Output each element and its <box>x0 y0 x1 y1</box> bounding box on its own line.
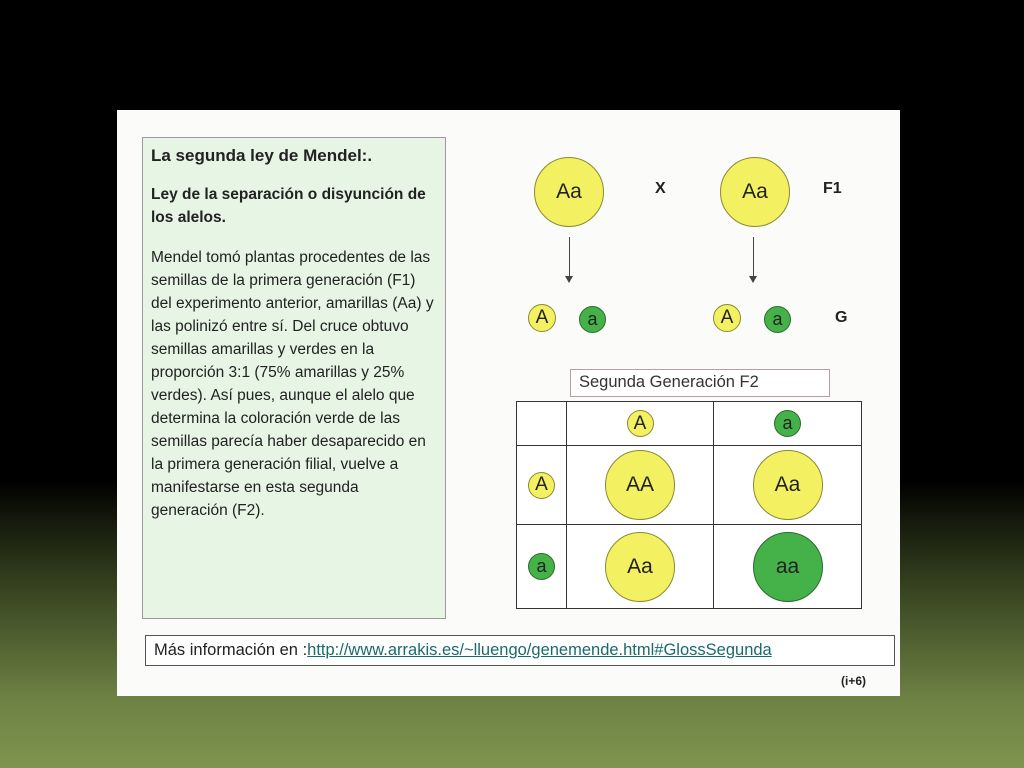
row-header-cell <box>517 525 567 609</box>
genotype-cell <box>714 446 862 525</box>
row-header-allele: a <box>536 556 547 576</box>
gamete-circle <box>713 304 741 332</box>
parent1-circle <box>534 157 604 227</box>
col-header-cell <box>567 402 714 446</box>
more-info-prefix: Más información en : <box>154 641 308 659</box>
explanation-panel <box>142 137 446 619</box>
genotype-text: Aa <box>774 473 801 496</box>
more-info-link[interactable]: http://www.arrakis.es/~lluengo/genemende.html#GlossSegunda <box>307 641 772 659</box>
gamete-circle <box>764 306 791 333</box>
slide-reference: (i+6) <box>841 674 867 688</box>
allele-circle <box>774 410 801 437</box>
genotype-cell <box>567 525 714 609</box>
panel-title: La segunda ley de Mendel:. <box>151 146 373 165</box>
parent2-genotype: Aa <box>742 180 768 203</box>
allele-circle <box>528 472 555 499</box>
parent1-genotype: Aa <box>556 180 582 203</box>
row-header-allele: A <box>535 474 548 495</box>
panel-subtitle: Ley de la separación o disyunción de los alelos. <box>151 186 426 226</box>
genotype-circle <box>605 450 675 520</box>
panel-body: Mendel tomó plantas procedentes de las semillas de la primera generación (F1) del experimento anterior, amarillas (Aa) y las polinizó entre sí. Del cruce obtuvo semillas amarillas y verdes en la proporción 3:1 (75% amarillas y 25% verdes). Así pues, aunque el alelo que determina la coloración verde de las semillas parecía haber desaparecido en la primera generación filial, vuelve a manifestarse en esta segunda generación (F2). <box>151 249 434 519</box>
genotype-cell <box>714 525 862 609</box>
parent2-circle <box>720 157 790 227</box>
cross-symbol: X <box>655 180 666 197</box>
generation-label: F1 <box>823 180 842 197</box>
f2-label: Segunda Generación F2 <box>570 369 830 397</box>
genotype-circle <box>605 532 675 602</box>
gamete-label: G <box>835 309 848 326</box>
gamete-circle <box>528 304 556 332</box>
genotype-text: Aa <box>627 554 653 578</box>
gamete-allele: A <box>535 307 549 328</box>
gamete-allele: a <box>587 309 598 329</box>
arrow-down-left <box>569 237 570 282</box>
genotype-circle <box>753 532 823 602</box>
genotype-text: AA <box>625 473 654 496</box>
col-header-allele: a <box>782 413 793 433</box>
col-header-cell <box>714 402 862 446</box>
col-header-allele: A <box>633 412 647 434</box>
more-info-bar <box>145 635 895 666</box>
gamete-circle <box>579 306 606 333</box>
genotype-text: aa <box>775 554 800 578</box>
allele-circle <box>528 553 555 580</box>
slide <box>117 110 900 696</box>
gamete-allele: a <box>772 309 783 329</box>
punnett-square <box>516 401 862 609</box>
row-header-cell <box>517 446 567 525</box>
gamete-allele: A <box>720 307 734 328</box>
corner-cell <box>517 402 567 446</box>
genotype-cell <box>567 446 714 525</box>
genotype-circle <box>753 450 823 520</box>
arrow-down-right <box>753 237 754 282</box>
allele-circle <box>627 410 654 437</box>
